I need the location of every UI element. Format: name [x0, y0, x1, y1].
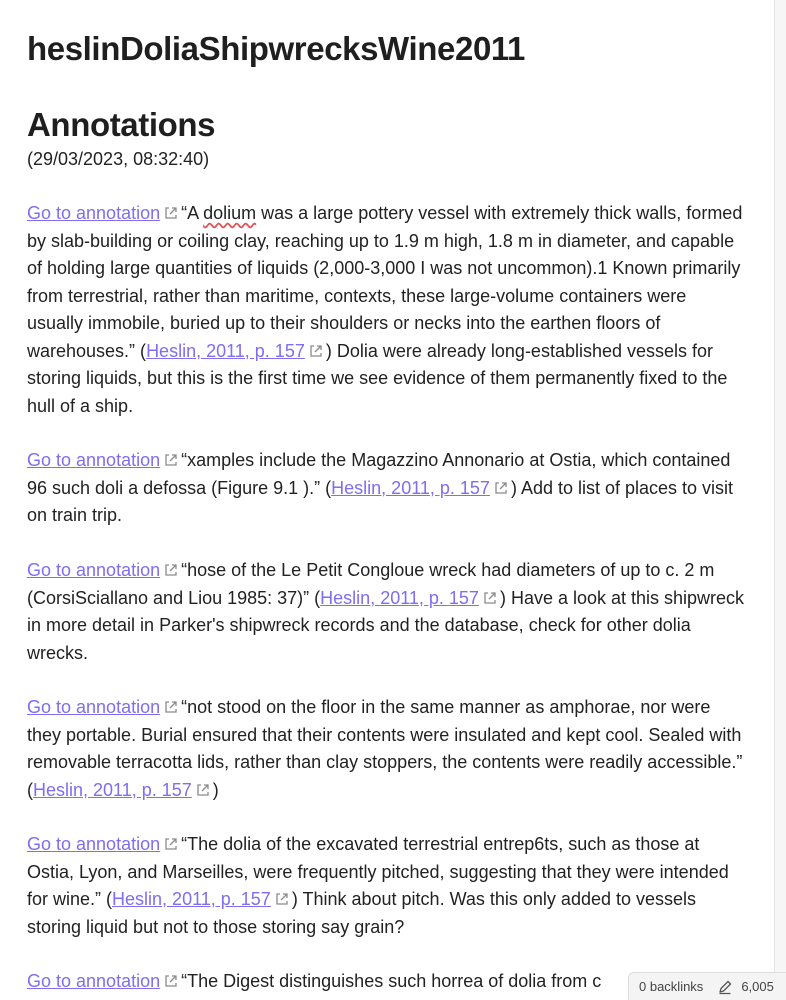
annotation-quote: “hose of the Le Petit Congloue wreck had diameters of up to c. 2 m (CorsiSciallano and Liou 1985: 37)” ( — [27, 560, 715, 608]
go-to-annotation-link[interactable]: Go to annotation — [27, 971, 161, 991]
annotation-paragraph — [27, 557, 747, 667]
annotation-quote: “The Digest distinguishes such horrea of dolia from c — [181, 971, 602, 991]
annotation-quote: “A — [181, 203, 204, 223]
go-to-annotation-link[interactable]: Go to annotation — [27, 203, 161, 223]
citation-link[interactable]: Heslin, 2011, p. 157 — [320, 587, 479, 608]
external-link-icon — [483, 591, 497, 605]
annotation-quote: “not stood on the floor in the same manner as amphorae, nor were they portable. Burial ensured that their contents were insulated and kept cool. Sealed with removable terracotta lids, rather than clay stoppers, the contents were readily accessible.” ( — [27, 697, 743, 800]
word-count: 6,005 — [741, 979, 774, 994]
citation-link[interactable]: Heslin, 2011, p. 157 — [146, 340, 305, 361]
external-link-icon — [494, 481, 508, 495]
go-to-annotation-link[interactable]: Go to annotation — [27, 834, 161, 854]
citation-link[interactable]: Heslin, 2011, p. 157 — [112, 889, 271, 909]
external-link-icon — [164, 974, 178, 988]
annotation-comment: ) Have a look at this shipwreck in more detail in Parker's shipwreck records and the database, check for other dolia wrecks. — [27, 587, 745, 663]
spellcheck-flagged-word: dolium — [203, 203, 257, 223]
annotation-comment: ) — [212, 779, 219, 800]
annotation-paragraph — [27, 200, 747, 420]
external-link-icon — [164, 700, 178, 714]
citation-link[interactable]: Heslin, 2011, p. 157 — [331, 477, 490, 498]
annotation-paragraph — [27, 447, 747, 530]
annotation-quote: “The dolia of the excavated terrestrial entrep6ts, such as those at Ostia, Lyon, and Marseilles, were frequently pitched, suggesting that they were intended for wine.” ( — [27, 834, 729, 909]
annotation-quote: was a large pottery vessel with extremely thick walls, formed by slab-building or coiling clay, reaching up to 1.9 m high, 1.8 m in diameter, and capable of holding large quantities of liquids (2,000-3,000 I was not uncommon).1 Known primarily from terrestrial, rather than maritime, contexts, these large-volume containers were usually immobile, buried up to their shoulders or necks into the earthen floors of warehouses.” ( — [27, 203, 743, 361]
citation-link[interactable]: Heslin, 2011, p. 157 — [33, 779, 192, 800]
go-to-annotation-link[interactable]: Go to annotation — [27, 560, 161, 580]
external-link-icon — [164, 563, 178, 577]
external-link-icon — [164, 206, 178, 220]
backlinks-count[interactable]: 0 backlinks — [639, 979, 704, 994]
status-bar — [628, 972, 786, 1000]
annotation-comment: ) Dolia were already long-established vessels for storing liquids, but this is the first time we see evidence of them permanently fixed to the hull of a ship. — [27, 340, 728, 416]
annotation-quote: “xamples include the Magazzino Annonario at Ostia, which contained 96 such doli a defossa (Figure 9.1 ).” ( — [27, 450, 731, 498]
annotation-paragraph — [27, 831, 747, 941]
note-title: heslinDoliaShipwrecksWine2011 — [27, 30, 525, 67]
go-to-annotation-link[interactable]: Go to annotation — [27, 450, 161, 470]
external-link-icon — [196, 783, 210, 797]
external-link-icon — [164, 837, 178, 851]
go-to-annotation-link[interactable]: Go to annotation — [27, 697, 161, 717]
annotation-comment: ) Think about pitch. Was this only added to vessels storing liquid but not to those storing say grain? — [27, 889, 697, 937]
external-link-icon — [309, 344, 323, 358]
external-link-icon — [164, 453, 178, 467]
annotation-paragraph — [27, 694, 747, 804]
annotations-heading: Annotations — [27, 106, 216, 143]
annotation-comment: ) Add to list of places to visit on train trip. — [27, 477, 734, 525]
pencil-icon[interactable] — [717, 979, 733, 995]
annotation-timestamp: (29/03/2023, 08:32:40) — [27, 149, 210, 169]
vertical-scrollbar[interactable] — [774, 0, 786, 1000]
external-link-icon — [275, 892, 289, 906]
